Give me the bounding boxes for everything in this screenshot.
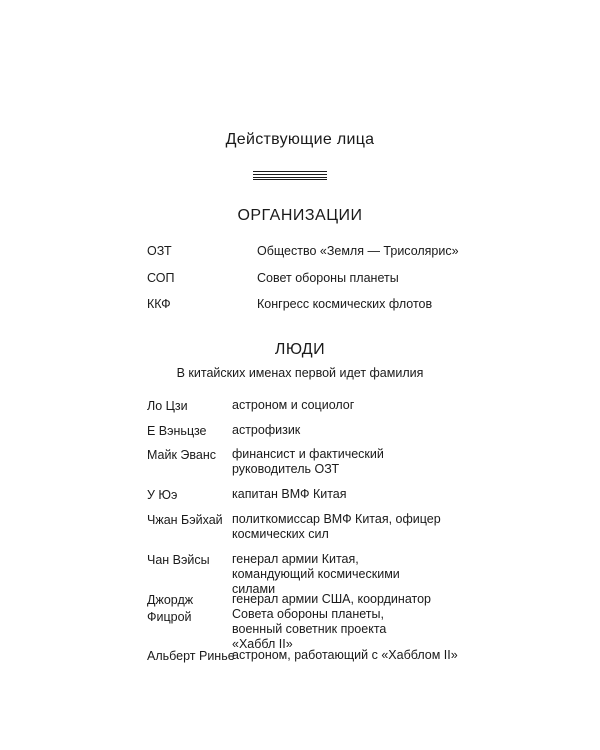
- org-abbr: ОЗТ: [147, 244, 172, 258]
- people-heading: ЛЮДИ: [274, 341, 326, 358]
- person-name: Чжан Бэйхай: [147, 513, 223, 527]
- title-divider: [253, 171, 327, 180]
- person-name: Ло Цзи: [147, 399, 188, 413]
- person-name: Джордж Фицрой: [147, 593, 194, 624]
- person-name: У Юэ: [147, 488, 178, 502]
- org-name: Конгресс космических флотов: [257, 297, 433, 311]
- person-role: капитан ВМФ Китая: [232, 487, 347, 501]
- org-name: Общество «Земля — Трисолярис»: [257, 244, 459, 258]
- person-role: астрофизик: [232, 423, 301, 437]
- person-name: Майк Эванс: [147, 448, 217, 462]
- person-role: астроном и социолог: [232, 398, 355, 412]
- person-role: генерал армии Китая, командующий космическими силами: [232, 552, 400, 596]
- person-role: генерал армии США, координатор Совета обороны планеты, военный советник проекта «Хаббл II»: [232, 592, 431, 651]
- organizations-heading: ОРГАНИЗАЦИИ: [237, 207, 363, 224]
- org-abbr: ККФ: [147, 297, 171, 311]
- person-role: астроном, работающий с «Хабблом II»: [232, 648, 458, 662]
- person-name: Альберт Ринье: [147, 649, 235, 663]
- person-name: Чан Вэйсы: [147, 553, 210, 567]
- person-name: Е Вэньцзе: [147, 424, 207, 438]
- people-note: В китайских именах первой идет фамилия: [176, 366, 424, 380]
- org-name: Совет обороны планеты: [257, 271, 399, 285]
- person-role: политкомиссар ВМФ Китая, офицер космических сил: [232, 512, 441, 541]
- org-abbr: СОП: [147, 271, 175, 285]
- page-title: Действующие лица: [225, 131, 375, 148]
- person-role: финансист и фактический руководитель ОЗТ: [232, 447, 384, 476]
